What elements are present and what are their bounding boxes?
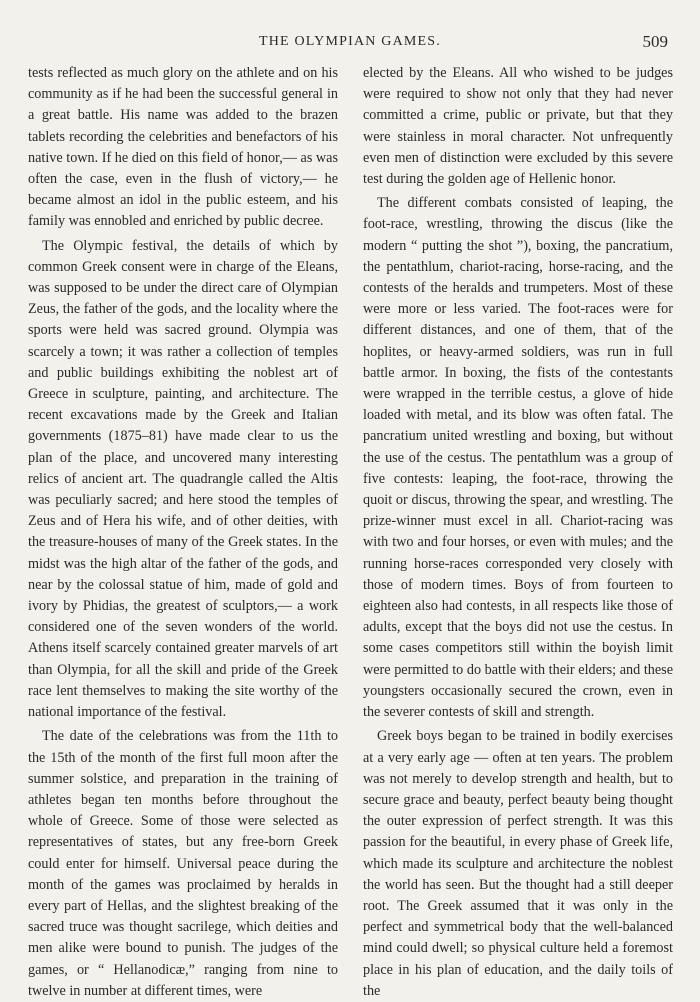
- right-column: [363, 63, 673, 999]
- text-columns: [28, 63, 673, 999]
- paragraph: elected by the Eleans. All who wished to be judges were required to show not only that they had never committed a crime, public or private, but that they were stainless in moral character. Not unfrequently even men of distinction were excluded by this severe test during the golden age of Hellenic honor.: [363, 65, 673, 188]
- paragraph: The date of the celebrations was from the 11th to the 15th of the month of the first full moon after the summer solstice, and preparation in the training of athletes began ten months before throughout the whole of Greece. Some of those were selected as representatives of states, but any free-born Greek could enter for himself. Universal peace during the month of the games was proclaimed by heralds in every part of Hellas, and the slightest breaking of the sacred truce was thought sacrilege, which deities and men alike were bound to punish. The judges of the games, or “ Hellanodicæ,” ranging from nine to twelve in number at different times, were: [28, 728, 338, 999]
- page-number: 509: [642, 32, 668, 51]
- page-header: [28, 32, 672, 54]
- paragraph: tests reflected as much glory on the athlete and on his community as if he had been the successful general in a great battle. His name was added to the brazen tablets recording the celebrities and benefactors of his native town. If he died on this field of honor,— as was often the case, even in the flush of victory,— he became almost an idol in the public esteem, and his family was ennobled and enriched by public decree.: [28, 65, 338, 230]
- paragraph: The Olympic festival, the details of which by common Greek consent were in charge of the Eleans, was supposed to be under the direct care of Olympian Zeus, the father of the gods, and the locality where the sports were held was sacred ground. Olympia was scarcely a town; it was rather a collection of temples and public buildings exhibiting the noblest art of Greece in sculpture, painting, and architecture. The recent excavations made by the Greek and Italian governments (1875–81) have made clear to us the plan of the place, and uncovered many interesting relics of ancient art. The quadrangle called the Altis was peculiarly sacred; and here stood the temples of Zeus and of Hera his wife, and of other deities, with the treasure-houses of many of the Greek states. In the midst was the high altar of the father of the gods, and near by the colossal statue of him, made of gold and ivory by Phidias, the greatest of sculptors,— a work considered one of the seven wonders of the world. Athens itself scarcely contained greater marvels of art than Olympia, for all the skill and pride of the Greek race lent themselves to making the site worthy of the national importance of the festival.: [28, 237, 338, 721]
- running-title: THE OLYMPIAN GAMES.: [258, 34, 441, 49]
- paragraph: Greek boys began to be trained in bodily exercises at a very early age — often at ten years. The problem was not merely to develop strength and health, but to secure grace and beauty, perfect beauty being thought the outer expression of perfect strength. It was this passion for the beautiful, in every phase of Greek life, which made its sculpture and architecture the noblest the world has seen. But the thought had a still deeper root. The Greek assumed that it was only in the perfect and symmetrical body that the well-balanced mind could dwell; so physical culture held a foremost place in his plan of education, and the daily toils of the: [363, 728, 673, 999]
- left-column: [28, 63, 338, 999]
- paragraph: The different combats consisted of leaping, the foot-race, wrestling, throwing the discus (like the modern “ putting the shot ”), boxing, the pancratium, the pentathlum, chariot-racing, horse-racing, and the contests of the heralds and trumpeters. Most of these were more or less varied. The foot-races were for different distances, and one of them, that of the hoplites, or heavy-armed soldiers, was run in full battle armor. In boxing, the fists of the contestants were wrapped in the terrible cestus, a glove of hide loaded with metal, and its blow was often fatal. The pancratium united wrestling and boxing, but without the use of the cestus. The pentathlum was a group of five contests: leaping, the foot-race, throwing the quoit or discus, throwing the spear, and wrestling. The prize-winner must excel in all. Chariot-racing was with two and four horses, or even with mules; and the running horse-races corresponded very closely with those of modern times. Boys of from fourteen to eighteen also had contests, in all respects like those of adults, except that the boys did not use the cestus. In some cases competitors still within the boyish limit were permitted to do battle with their elders; and these youngsters occasionally secured the crown, even in the severer contests of skill and strength.: [363, 195, 673, 721]
